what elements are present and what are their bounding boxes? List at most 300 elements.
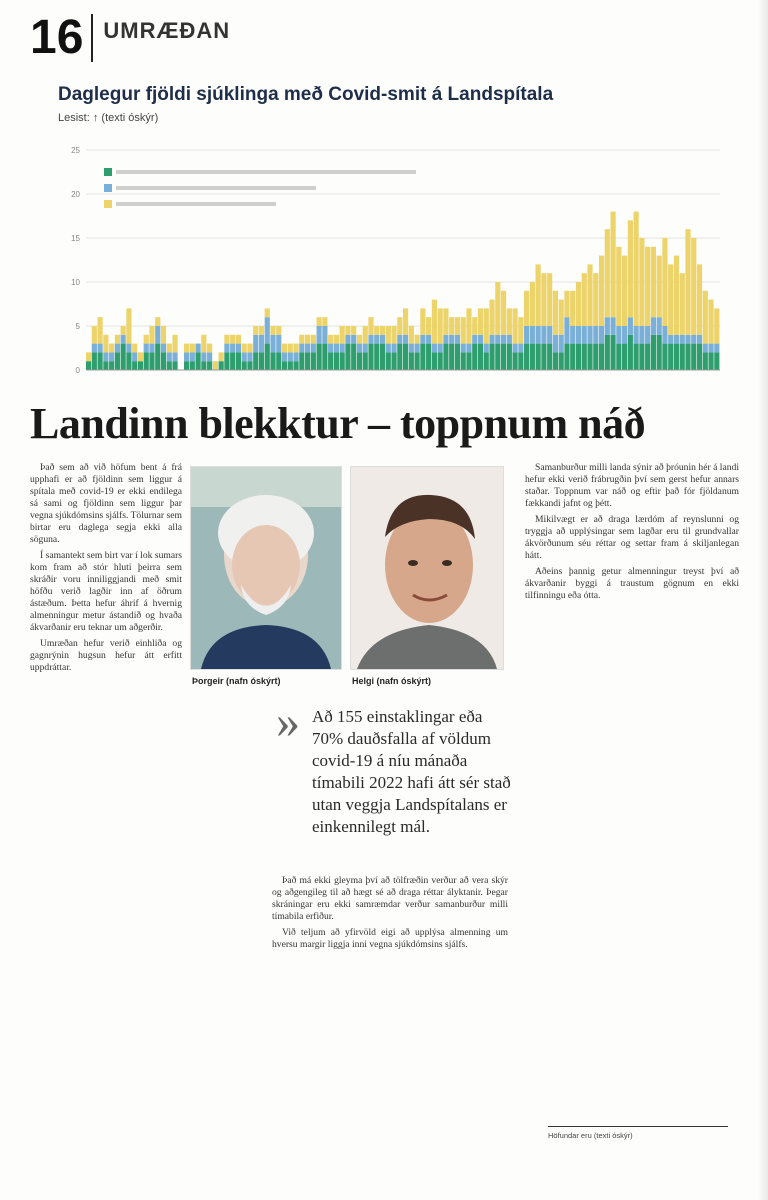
bar-series-3	[103, 335, 108, 353]
bar-series-3	[236, 335, 241, 344]
bar-series-1	[524, 344, 529, 370]
bar-series-3	[455, 317, 460, 335]
paragraph: Við teljum að yfirvöld eigi að upplýsa almenning um hversu margir liggja inni vegna sjúkdómsins sjálfs.	[272, 927, 508, 950]
bar-series-2	[322, 326, 327, 344]
bar-series-2	[201, 352, 206, 361]
bar-series-3	[478, 308, 483, 334]
bar-series-3	[380, 326, 385, 335]
bar-series-2	[691, 335, 696, 344]
legend-swatch	[104, 184, 112, 192]
author-photo-left	[190, 466, 342, 670]
bar-series-1	[455, 344, 460, 370]
bar-series-1	[564, 344, 569, 370]
bar-series-1	[570, 344, 575, 370]
bar-series-2	[541, 326, 546, 344]
bar-series-3	[668, 264, 673, 334]
bar-series-1	[161, 352, 166, 370]
bar-series-1	[403, 344, 408, 370]
bar-series-3	[115, 335, 120, 344]
y-tick-label: 10	[71, 278, 80, 287]
bar-series-1	[391, 352, 396, 370]
legend-swatch	[104, 168, 112, 176]
photo-caption-left: Þorgeir (nafn óskýrt)	[192, 676, 281, 686]
bar-series-3	[247, 344, 252, 353]
bar-series-3	[311, 335, 316, 344]
y-tick-label: 20	[71, 190, 80, 199]
bar-series-2	[121, 335, 126, 344]
bar-series-2	[253, 335, 258, 353]
bar-series-2	[386, 344, 391, 353]
bar-series-3	[651, 247, 656, 317]
bar-series-2	[674, 335, 679, 344]
bar-series-2	[536, 326, 541, 344]
bar-series-3	[443, 308, 448, 334]
bar-series-1	[484, 352, 489, 370]
bar-series-1	[409, 352, 414, 370]
bar-series-2	[449, 335, 454, 344]
bar-series-3	[219, 352, 224, 361]
bar-series-3	[334, 335, 339, 344]
bar-series-1	[536, 344, 541, 370]
bar-series-1	[265, 344, 270, 370]
bar-series-3	[161, 326, 166, 344]
bar-series-2	[161, 344, 166, 353]
bar-series-2	[380, 335, 385, 344]
bar-series-1	[547, 344, 552, 370]
bar-series-2	[242, 352, 247, 361]
bar-series-2	[518, 344, 523, 353]
bar-series-3	[363, 326, 368, 344]
bar-series-2	[172, 352, 177, 361]
legend-text-placeholder	[116, 202, 276, 206]
bar-series-2	[311, 344, 316, 353]
bar-series-3	[420, 308, 425, 334]
bar-series-1	[449, 344, 454, 370]
bar-series-3	[397, 317, 402, 335]
bar-series-2	[293, 352, 298, 361]
bar-series-1	[680, 344, 685, 370]
bar-series-2	[109, 352, 114, 361]
bar-series-3	[708, 300, 713, 344]
bar-series-2	[495, 335, 500, 344]
bar-series-3	[639, 238, 644, 326]
bar-series-1	[167, 361, 172, 370]
bar-series-2	[708, 344, 713, 353]
bar-series-2	[587, 326, 592, 344]
bar-series-3	[674, 256, 679, 335]
bar-series-1	[305, 352, 310, 370]
bar-series-1	[340, 352, 345, 370]
bar-series-3	[415, 335, 420, 344]
bar-series-3	[259, 326, 264, 335]
bar-series-2	[184, 352, 189, 361]
bar-series-1	[645, 344, 650, 370]
bar-series-3	[616, 247, 621, 326]
bar-series-1	[708, 352, 713, 370]
bar-series-1	[149, 352, 154, 370]
bar-series-2	[616, 326, 621, 344]
bar-series-3	[322, 317, 327, 326]
bar-series-1	[478, 344, 483, 370]
bar-series-1	[224, 352, 229, 370]
bar-series-3	[628, 220, 633, 317]
bar-series-3	[605, 229, 610, 317]
bar-series-3	[484, 308, 489, 343]
bar-series-2	[374, 335, 379, 344]
bar-series-3	[374, 326, 379, 335]
bar-series-1	[253, 352, 258, 370]
bar-series-3	[524, 291, 529, 326]
bar-series-1	[368, 344, 373, 370]
bar-series-2	[484, 344, 489, 353]
bar-series-3	[559, 300, 564, 335]
bar-series-3	[368, 317, 373, 335]
bar-series-3	[224, 335, 229, 344]
bar-series-1	[576, 344, 581, 370]
bar-series-3	[530, 282, 535, 326]
bar-series-1	[420, 344, 425, 370]
bar-series-3	[299, 335, 304, 344]
bar-series-1	[317, 344, 322, 370]
page-edge	[758, 0, 768, 1200]
bar-series-3	[645, 247, 650, 326]
bar-series-3	[547, 273, 552, 326]
bar-series-2	[305, 344, 310, 353]
bar-series-1	[155, 344, 160, 370]
bar-series-1	[328, 352, 333, 370]
bar-series-2	[685, 335, 690, 344]
bar-series-2	[593, 326, 598, 344]
bar-series-2	[368, 335, 373, 344]
bar-series-3	[409, 326, 414, 344]
author-bio: Höfundar eru (texti óskýr)	[548, 1126, 728, 1163]
bar-series-2	[397, 335, 402, 344]
bar-series-2	[605, 317, 610, 335]
bar-series-2	[236, 344, 241, 353]
bar-series-3	[386, 326, 391, 344]
bar-series-2	[443, 335, 448, 344]
bar-series-2	[662, 326, 667, 344]
bar-series-1	[144, 352, 149, 370]
bar-series-3	[518, 317, 523, 343]
bar-series-1	[201, 361, 206, 370]
bar-series-1	[426, 344, 431, 370]
bar-series-3	[305, 335, 310, 344]
author-photo-right	[350, 466, 504, 670]
bar-series-2	[196, 344, 201, 353]
bar-series-1	[685, 344, 690, 370]
bar-series-1	[582, 344, 587, 370]
bar-series-1	[247, 361, 252, 370]
bar-series-2	[559, 335, 564, 353]
bar-series-3	[685, 229, 690, 335]
bar-series-3	[149, 326, 154, 344]
bar-series-2	[524, 326, 529, 344]
bar-series-1	[230, 352, 235, 370]
y-tick-label: 25	[71, 146, 80, 155]
chart-subtitle: Lesist: ↑ (texti óskýr)	[58, 112, 159, 124]
bar-series-2	[317, 326, 322, 344]
bar-series-2	[282, 352, 287, 361]
bar-series-3	[288, 344, 293, 353]
bar-series-2	[547, 326, 552, 344]
bar-series-3	[501, 291, 506, 335]
bar-series-3	[703, 291, 708, 344]
bar-series-3	[714, 308, 719, 343]
bar-series-3	[132, 344, 137, 353]
bar-series-3	[403, 308, 408, 334]
bar-series-2	[190, 352, 195, 361]
bar-series-1	[599, 344, 604, 370]
bar-series-3	[282, 344, 287, 353]
bar-series-3	[466, 308, 471, 343]
bar-series-3	[593, 273, 598, 326]
bar-series-3	[576, 282, 581, 326]
bar-series-3	[92, 326, 97, 344]
y-tick-label: 0	[75, 366, 80, 375]
bar-series-2	[564, 317, 569, 343]
bar-series-3	[126, 308, 131, 343]
legend-swatch	[104, 200, 112, 208]
bar-series-3	[541, 273, 546, 326]
bar-series-2	[409, 344, 414, 353]
bar-series-2	[426, 335, 431, 344]
bar-series-1	[345, 344, 350, 370]
bar-series-2	[478, 335, 483, 344]
bar-series-1	[634, 344, 639, 370]
paragraph: Í samantekt sem birt var í lok sumars kom fram að stór hluti þeirra sem skráðir voru inniliggjandi með smit höfðu verið lagðir inn af öðrum ástæðum. Þetta hefur áhrif á hvernig almenningur metur ástandið og hvaða ákvarðanir eru teknar um aðgerðir.	[30, 550, 182, 633]
bar-series-2	[599, 326, 604, 344]
bar-series-3	[507, 308, 512, 334]
page-header	[30, 10, 230, 66]
bar-series-2	[668, 335, 673, 344]
photo-caption-right: Helgi (nafn óskýrt)	[352, 676, 432, 686]
chart-title: Daglegur fjöldi sjúklinga með Covid-smit á Landspítala	[58, 84, 554, 105]
bar-series-2	[259, 335, 264, 353]
bar-series-2	[466, 344, 471, 353]
bar-series-2	[530, 326, 535, 344]
bar-series-3	[144, 335, 149, 344]
bar-series-3	[340, 326, 345, 344]
bar-series-2	[657, 317, 662, 335]
bar-series-3	[472, 317, 477, 335]
bar-series-2	[340, 344, 345, 353]
bar-series-3	[207, 344, 212, 353]
bar-series-1	[236, 352, 241, 370]
bar-series-1	[276, 352, 281, 370]
bar-series-1	[438, 352, 443, 370]
bar-series-1	[172, 361, 177, 370]
bar-series-2	[207, 352, 212, 361]
bar-series-2	[144, 344, 149, 353]
bar-series-2	[513, 344, 518, 353]
bar-series-3	[138, 352, 143, 361]
bar-series-3	[184, 344, 189, 353]
bar-series-1	[242, 361, 247, 370]
bar-series-1	[593, 344, 598, 370]
bar-series-1	[541, 344, 546, 370]
bar-series-2	[634, 326, 639, 344]
paragraph: Aðeins þannig getur almenningur treyst því að ákvarðanir byggi á traustum gögnum en ekki tilfinningu eða ótta.	[525, 566, 739, 601]
bar-series-3	[691, 238, 696, 335]
bar-series-1	[674, 344, 679, 370]
bar-series-1	[132, 361, 137, 370]
bar-series-1	[121, 344, 126, 370]
bar-series-2	[363, 344, 368, 353]
bar-series-1	[651, 335, 656, 370]
bar-series-3	[155, 317, 160, 326]
bar-series-3	[513, 308, 518, 343]
bar-series-3	[449, 317, 454, 335]
bar-series-3	[564, 291, 569, 317]
bar-series-2	[299, 344, 304, 353]
bar-series-2	[610, 317, 615, 335]
bar-series-1	[259, 352, 264, 370]
bar-series-3	[599, 256, 604, 326]
bar-series-1	[334, 352, 339, 370]
bar-series-3	[536, 264, 541, 326]
bar-series-1	[622, 344, 627, 370]
bar-series-3	[582, 273, 587, 326]
bar-series-1	[115, 352, 120, 370]
bar-series-1	[374, 344, 379, 370]
bar-series-1	[109, 361, 114, 370]
bar-series-1	[86, 361, 91, 370]
article-column-3	[525, 462, 739, 1112]
bar-series-3	[553, 291, 558, 335]
bar-series-1	[472, 344, 477, 370]
legend-text-placeholder	[116, 186, 316, 190]
bar-series-2	[680, 335, 685, 344]
bar-series-2	[334, 344, 339, 353]
paragraph: Það sem að við höfum bent á frá upphafi er að fjöldinn sem liggur á spítala með covid-19 er ekki endilega sá sami og fjöldinn sem liggur þar vegna sjúkdómsins sjálfs. Tölurnar sem birtar eru daglega segja ekki alla söguna.	[30, 462, 182, 545]
bar-series-2	[622, 326, 627, 344]
bar-series-3	[172, 335, 177, 353]
bar-series-2	[420, 335, 425, 344]
bar-series-3	[230, 335, 235, 344]
bar-series-2	[155, 326, 160, 344]
bar-series-1	[605, 335, 610, 370]
bar-series-2	[167, 352, 172, 361]
bar-series-1	[518, 352, 523, 370]
bar-series-2	[230, 344, 235, 353]
bar-series-3	[213, 361, 218, 370]
bar-series-2	[415, 344, 420, 353]
bar-series-1	[501, 344, 506, 370]
bar-series-1	[628, 335, 633, 370]
bar-series-3	[293, 344, 298, 353]
bar-series-1	[207, 361, 212, 370]
bar-series-3	[570, 291, 575, 326]
bar-series-3	[391, 326, 396, 344]
bar-series-3	[622, 256, 627, 326]
bar-series-3	[351, 326, 356, 335]
bar-series-3	[167, 344, 172, 353]
bar-series-1	[530, 344, 535, 370]
bar-series-3	[697, 264, 702, 334]
bar-series-2	[288, 352, 293, 361]
y-tick-label: 15	[71, 234, 80, 243]
bar-series-2	[461, 344, 466, 353]
bar-series-3	[98, 317, 103, 343]
bar-series-2	[639, 326, 644, 344]
bar-series-2	[224, 344, 229, 353]
bar-series-1	[293, 361, 298, 370]
bar-series-3	[190, 344, 195, 353]
quote-icon: »	[276, 695, 300, 748]
bar-series-1	[432, 352, 437, 370]
article-column-2	[272, 875, 508, 1170]
bar-series-2	[553, 335, 558, 353]
bar-series-3	[426, 317, 431, 335]
bar-series-1	[495, 344, 500, 370]
bar-series-3	[489, 300, 494, 335]
bar-series-1	[513, 352, 518, 370]
bar-series-1	[311, 352, 316, 370]
bar-series-1	[270, 352, 275, 370]
bar-series-1	[443, 344, 448, 370]
paragraph: Mikilvægt er að draga lærdóm af reynslunni og tryggja að upplýsingar sem lagðar eru til grundvallar ákvörðunum séu réttar og settar fram á skiljanlegan hátt.	[525, 514, 739, 561]
page-number: 16	[30, 11, 84, 64]
bar-series-1	[282, 361, 287, 370]
bar-series-1	[126, 352, 131, 370]
bar-series-1	[657, 335, 662, 370]
bar-series-1	[380, 344, 385, 370]
bar-series-2	[651, 317, 656, 335]
bar-series-3	[121, 326, 126, 335]
bar-series-1	[196, 352, 201, 370]
bar-series-1	[322, 344, 327, 370]
article-headline: Landinn blekktur – toppnum náð	[30, 399, 646, 448]
bar-series-2	[115, 344, 120, 353]
bar-series-2	[265, 317, 270, 343]
bar-series-2	[391, 344, 396, 353]
bar-series-3	[432, 300, 437, 344]
bar-series-3	[461, 317, 466, 343]
bar-series-3	[201, 335, 206, 353]
bar-series-2	[126, 344, 131, 353]
bar-series-2	[92, 344, 97, 353]
bar-series-1	[507, 344, 512, 370]
bar-series-2	[501, 335, 506, 344]
paragraph: Samanburður milli landa sýnir að þróunin hér á landi hefur ekki verið frábrugðin því sem gerst hefur annars staðar. Toppnum var náð og eftir það fór fjöldanum fækkandi jafnt og þétt.	[525, 462, 739, 509]
bar-series-3	[438, 308, 443, 343]
bar-series-1	[697, 344, 702, 370]
bar-series-1	[92, 352, 97, 370]
bar-series-2	[328, 344, 333, 353]
bar-series-1	[190, 361, 195, 370]
bar-series-2	[247, 352, 252, 361]
bar-series-2	[472, 335, 477, 344]
bar-series-3	[109, 344, 114, 353]
bar-series-2	[489, 335, 494, 344]
bar-series-3	[345, 326, 350, 335]
bar-series-2	[149, 344, 154, 353]
bar-series-1	[553, 352, 558, 370]
y-tick-label: 5	[75, 322, 80, 331]
paragraph: Umræðan hefur verið einhliða og gagnrýnin hugsun hefur átt erfitt uppdráttar.	[30, 638, 182, 673]
bar-series-2	[645, 326, 650, 344]
paragraph: Það má ekki gleyma því að tölfræðin verður að vera skýr og aðgengileg til að hægt sé að draga réttar ályktanir. Þegar skráningar eru ekki samræmdar verður samanburður milli tímabila erfiður.	[272, 875, 508, 922]
bar-series-3	[357, 335, 362, 344]
bar-series-1	[386, 352, 391, 370]
bar-series-2	[132, 352, 137, 361]
bar-series-1	[288, 361, 293, 370]
bar-series-2	[570, 326, 575, 344]
bar-series-1	[668, 344, 673, 370]
bar-series-1	[610, 335, 615, 370]
article-column-1	[30, 462, 182, 1172]
